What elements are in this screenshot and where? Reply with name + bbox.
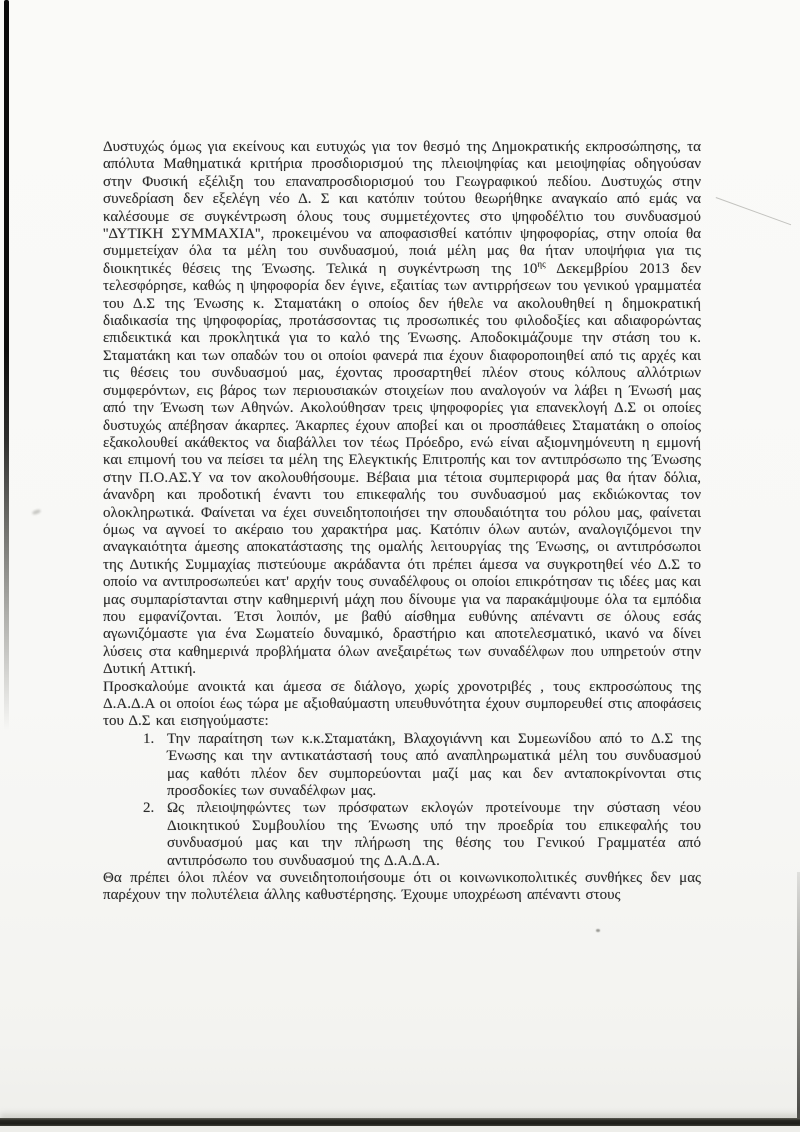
list-item-1-text: Την παραίτηση των κ.κ.Σταματάκη, Βλαχογιάννη και Συμεωνίδου από το Δ.Σ της Ένωσης και την αντικατάστασή τους από αναπληρωματικά μέλη του συνδυασμού μας καθότι πλέον δεν συμπορεύονται μαζί μας και δεν ανταποκρίνονται στις προσδοκίες των συναδέλφων μας. — [167, 730, 701, 800]
paragraph-closing: Θα πρέπει όλοι πλέον να συνειδητοποιήσουμε ότι οι κοινωνικοπολιτικές συνθήκες δεν μας παρέχουν την πολυτέλεια άλλης καθυστέρησης. Έχουμε υποχρέωση απέναντι στους — [103, 870, 701, 904]
paragraph-invitation: Προσκαλούμε ανοικτά και άμεσα σε διάλογο, χωρίς χρονοτριβές , τους εκπροσώπους της Δ.Α.Δ.Α οι οποίοι έως τώρα με αξιοθαύμαστη υπευθυνότητα έχουν συμπορευθεί στις αποφάσεις του Δ.Σ και εισηγούμαστε: — [103, 678, 701, 730]
document-text-block — [103, 139, 701, 905]
paragraph-main-text-after-superscript: Δεκεμβρίου 2013 δεν τελεσφόρησε, καθώς η ψηφοφορία δεν έγινε, εξαιτίας των αντιρρήσεων του γενικού γραμματέα του Δ.Σ της Ένωσης κ. Σταματάκη ο οποίος δεν ήθελε να ακολουθηθεί η δημοκρατική διαδικασία της ψηφοφορίας, προτάσσοντας τις προσωπικές του φιλοδοξίες και αδιαφορώντας επιδεικτικά και προκλητικά για το καλό της Ένωσης. Αποδοκιμάζουμε την στάση του κ. Σταματάκη και των οπαδών του οι οποίοι φανερά πια έχουν διαφοροποιηθεί από τις αρχές και τις θέσεις του συνδυασμού μας, έχοντας προσαρτηθεί πλέον στους κόλπους αλλότριων συμφερόντων, εις βάρος των περιουσιακών στοιχείων που αναλογούν να λάβει η Ένωσή μας από την Ένωση των Αθηνών. Ακολούθησαν τρεις ψηφοφορίες για επανεκλογή Δ.Σ οι οποίες δυστυχώς απέβησαν άκαρπες. Άκαρπες έχουν αποβεί και οι προσπάθειες Σταματάκη ο οποίος εξακολουθεί ακάθεκτος να διαβάλλει τον τέως Πρόεδρο, ενώ είναι αξιομνημόνευτη η εμμονή και επιμονή του να πείσει τα μέλη της Ελεγκτικής Επιτροπής και τον αντιπρόσωπο της Ένωσης στην Π.Ο.ΑΣ.Υ να τον ακολουθήσουμε. Βέβαια μια τέτοια συμπεριφορά μας θα ήταν δόλια, άνανδρη και προδοτική έναντι του επικεφαλής του συνδυασμού μας εκδιώκοντας τον ολοκληρωτικά. Φαίνεται να έχει συνειδητοποιήσει την σπουδαιότητα του ρόλου μας, φαίνεται όμως να αγνοεί το ακέραιο του χαρακτήρα μας. Κατόπιν όλων αυτών, αναλογιζόμενοι την αναγκαιότητα άμεσης αποκατάστασης της ομαλής λειτουργίας της Ένωσης, οι αντιπρόσωποι της Δυτικής Συμμαχίας πιστεύουμε ακράδαντα ότι πρέπει άμεσα να συγκροτηθεί νέο Δ.Σ το οποίο να αντιπροσωπεύει κατ' αρχήν τους συναδέλφους οι οποίοι επικρότησαν τις ιδέες μας και μας συμπαρίστανται στην καθημερινή μάχη που δίνουμε για να παρακάμψουμε όλα τα εμπόδια που εμφανίζονται. Έτσι λοιπόν, με βαθύ αίσθημα ευθύνης απέναντι σε όλους εσάς αγωνιζόμαστε για ένα Σωματείο δυναμικό, δραστήριο και αποτελεσματικό, ικανό να δίνει λύσεις στα καθημερινά προβλήματα όλων ανεξαιρέτως των συναδέλφων που υπηρετούν στην Δυτική Αττική. — [103, 260, 701, 678]
date-ordinal-superscript: ης — [537, 258, 546, 269]
list-item-2-number: 2. — [143, 800, 155, 817]
paragraph-main — [103, 139, 701, 679]
scan-artifact-bottom-band — [0, 1118, 800, 1126]
list-item-1-number: 1. — [143, 730, 155, 747]
scan-artifact-scratch — [716, 197, 792, 225]
scan-artifact-smudge — [596, 929, 600, 932]
scan-artifact-smudge — [32, 509, 42, 516]
list-item-2 — [103, 800, 701, 870]
proposals-list — [103, 731, 701, 870]
paragraph-main-text-before-superscript: Δυστυχώς όμως για εκείνους και ευτυχώς για τον θεσμό της Δημοκρατικής εκπροσώπησης, τα απόλυτα Μαθηματικά κριτήρια προσδιορισμού της πλειοψηφίας και μειοψηφίας οδηγούσαν στην Φυσική εξέλιξη του επαναπροσδιορισμού του Γεωγραφικού πεδίου. Δυστυχώς στην συνεδρίαση δεν εξελέγη νέο Δ. Σ και κατόπιν τούτου θεωρήθηκε αναγκαίο από εμάς να καλέσουμε σε συγκέντρωση όλους τους συμμετέχοντες στο ψηφοδέλτιο του συνδυασμού ''ΔΥΤΙΚΗ ΣΥΜΜΑΧΙΑ'', προκειμένου να αποφασισθεί κατόπιν ψηφοφορίας, στην οποία θα συμμετείχαν όλα τα μέλη του συνδυασμού, ποιά μέλη μας θα ήταν υποψήφια για τις διοικητικές θέσεις της Ένωσης. Τελικά η συγκέντρωση της 10 — [103, 139, 701, 277]
list-item-1 — [103, 731, 701, 801]
list-item-2-text: Ως πλειοψηφώντες των πρόσφατων εκλογών προτείνουμε την σύσταση νέου Διοικητικού Συμβουλίου της Ένωσης υπό την προεδρία του επικεφαλής του συνδυασμού μας και την πλήρωση της θέσης του Γενικού Γραμματέα από αντιπρόσωπο του συνδυασμού της Δ.Α.Δ.Α. — [167, 800, 701, 869]
scan-artifact-left-edge-line — [4, 0, 9, 730]
